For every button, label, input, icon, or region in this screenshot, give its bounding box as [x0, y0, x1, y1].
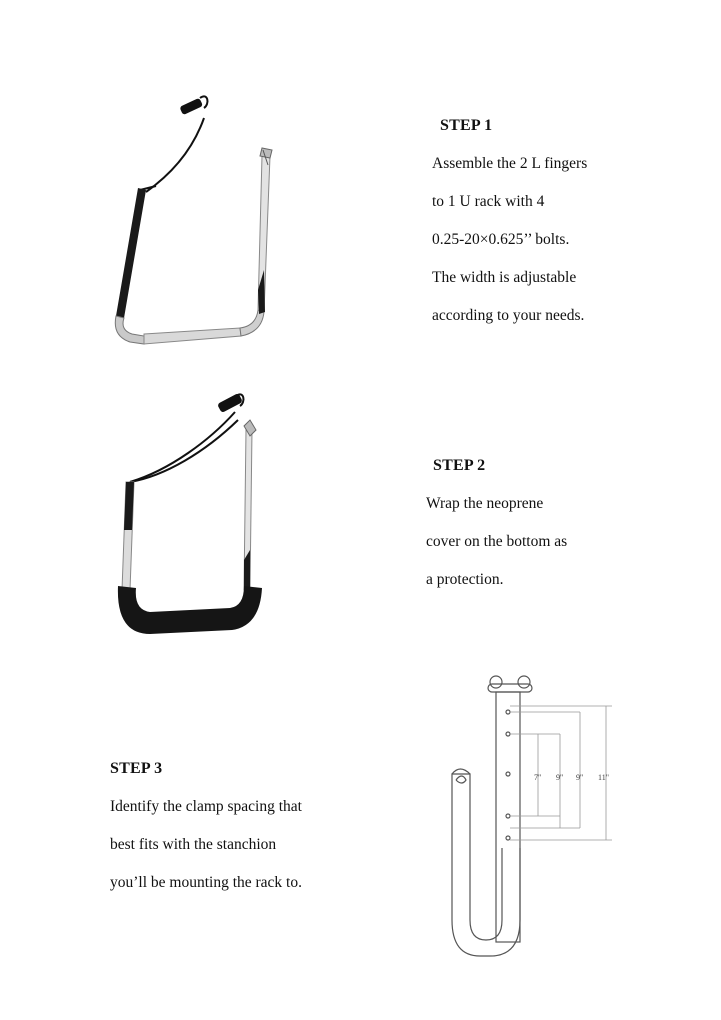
step-1-line-3: 0.25-20×0.625’’ bolts. — [432, 231, 570, 248]
dimension-label-11: 11" — [598, 773, 609, 782]
step-2-line-3: a protection. — [426, 571, 504, 588]
step-2-line-2: cover on the bottom as — [426, 533, 568, 550]
dimension-label-9b: 9" — [576, 773, 584, 782]
step-3-line-1: Identify the clamp spacing that — [110, 798, 302, 815]
step-2-line-1: Wrap the neoprene — [426, 495, 544, 512]
step-1-line-1: Assemble the 2 L fingers — [432, 155, 588, 172]
dimension-label-9a: 9" — [556, 773, 564, 782]
step-1-rack-illustration — [100, 90, 300, 360]
step-2-rack-illustration — [110, 390, 310, 650]
step-1-line-2: to 1 U rack with 4 — [432, 193, 545, 210]
step-1-title: STEP 1 — [440, 117, 493, 134]
step-3-line-2: best fits with the stanchion — [110, 836, 277, 853]
step-3-line-3: you’ll be mounting the rack to. — [110, 874, 302, 891]
step-1-line-5: according to your needs. — [432, 307, 585, 324]
step-3-spacing-diagram — [430, 668, 630, 968]
step-1-line-4: The width is adjustable — [432, 269, 577, 286]
step-2-title: STEP 2 — [433, 457, 486, 474]
dimension-label-7: 7" — [534, 773, 542, 782]
step-3-title: STEP 3 — [110, 760, 163, 777]
